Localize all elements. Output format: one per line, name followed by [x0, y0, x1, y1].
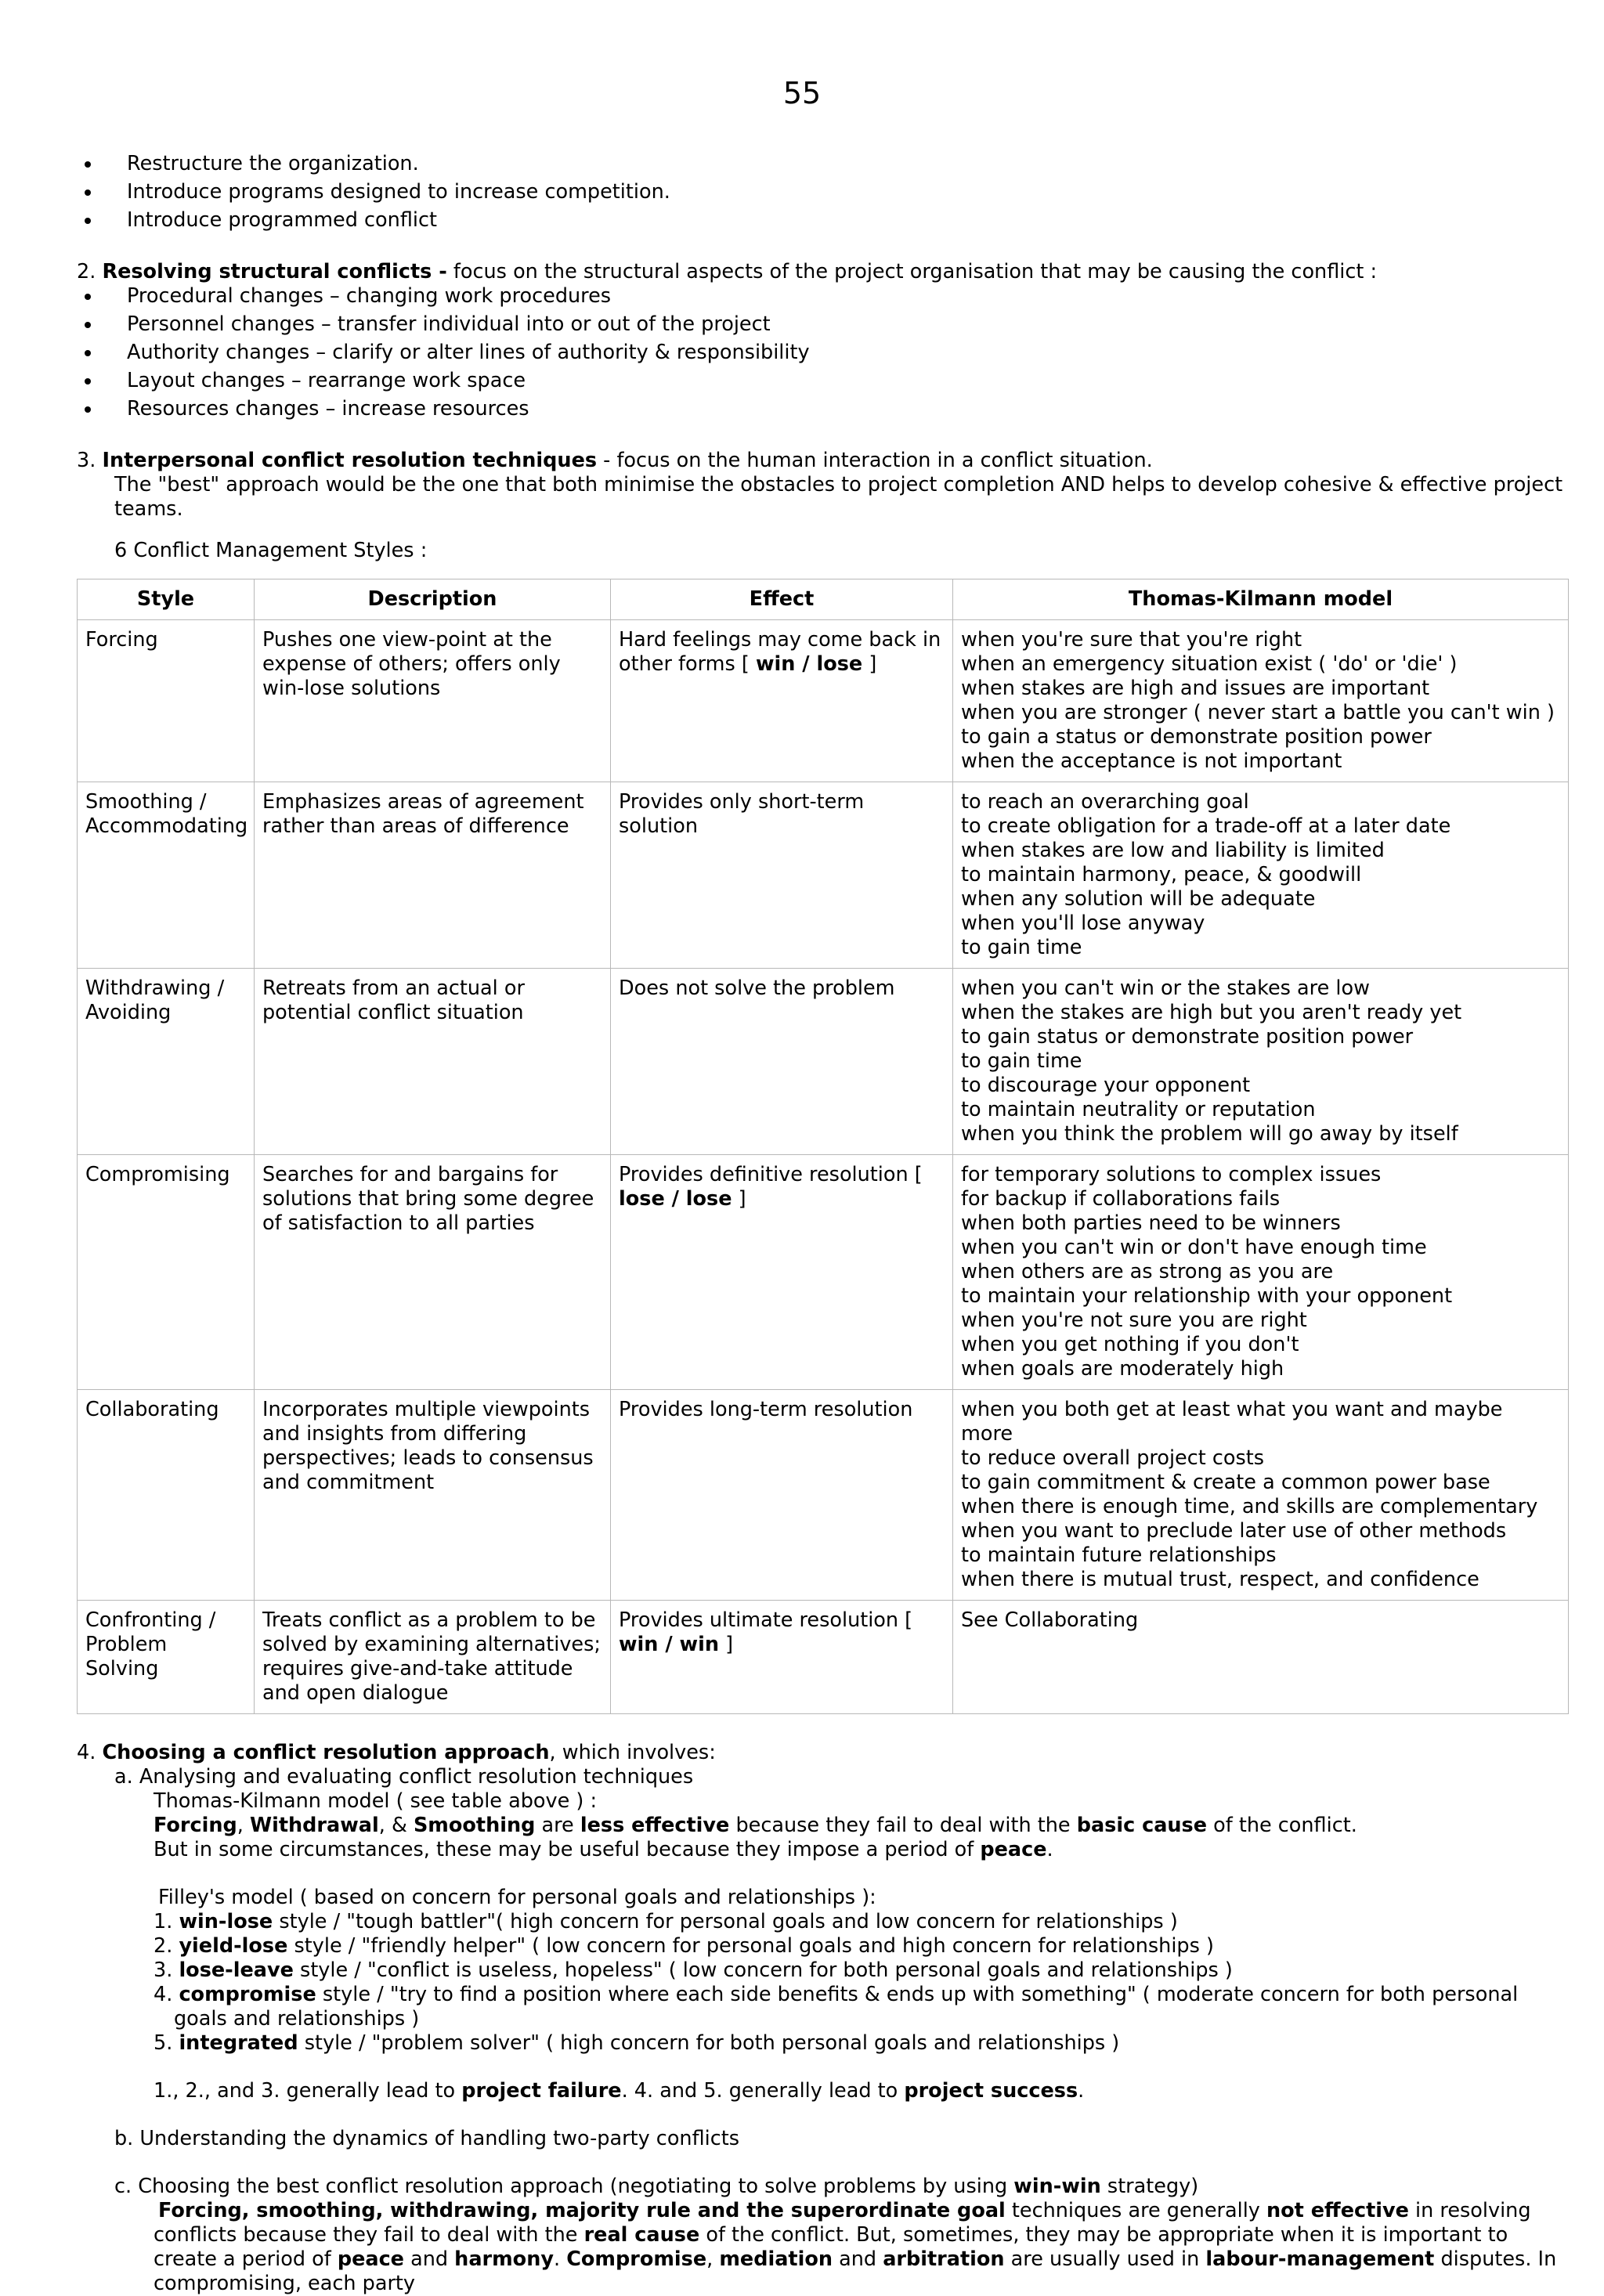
text: . [1046, 1838, 1053, 1861]
item-number: 2. [154, 1934, 179, 1958]
model-line: when the stakes are high but you aren't ready yet [961, 1001, 1462, 1024]
style-description: style / "tough battler"( high concern for personal goals and low concern for relationships ) [273, 1910, 1178, 1933]
list-item: Procedural changes – changing work procedures [77, 284, 1565, 309]
effect-outcome: win / win [619, 1633, 719, 1656]
style-cell: Smoothing / Accommodating [78, 782, 255, 969]
filley-summary [77, 2079, 1565, 2103]
list-item [77, 1983, 1565, 2031]
model-line: when stakes are high and issues are important [961, 677, 1430, 700]
model-line: when you get nothing if you don't [961, 1333, 1299, 1356]
model-line: when you both get at least what you want and maybe more [961, 1398, 1503, 1446]
text: , [237, 1814, 250, 1837]
section-4-heading [77, 1741, 1565, 1765]
model-line: to maintain your relationship with your opponent [961, 1284, 1453, 1308]
item-number: 5. [154, 2031, 179, 2055]
bold-term: Forcing [154, 1814, 237, 1837]
effect-cell [611, 969, 953, 1155]
style-name: yield-lose [179, 1934, 288, 1958]
model-line: when an emergency situation exist ( 'do' or 'die' ) [961, 652, 1458, 676]
model-line: when you can't win or the stakes are low [961, 977, 1370, 1000]
text: 1., 2., and 3. generally lead to [154, 2079, 462, 2103]
effect-text: ] [718, 1633, 734, 1656]
item-number: 4. [154, 1983, 179, 2006]
model-line: when you think the problem will go away by itself [961, 1122, 1458, 1146]
effect-text: ] [862, 652, 877, 676]
model-line: when you can't win or don't have enough time [961, 1236, 1427, 1259]
list-item: Authority changes – clarify or alter lines of authority & responsibility [77, 341, 1565, 365]
model-line: when you are stronger ( never start a battle you can't win ) [961, 701, 1555, 724]
styles-label: 6 Conflict Management Styles : [114, 539, 428, 562]
list-item: Restructure the organization. [77, 152, 1565, 176]
section-number: 2. [77, 260, 96, 283]
conflict-styles-table [77, 579, 1569, 1714]
model-line: for backup if collaborations fails [961, 1187, 1281, 1211]
model-line: to reduce overall project costs [961, 1446, 1265, 1470]
bold-term: win-win [1013, 2175, 1101, 2198]
model-line: to gain time [961, 1049, 1082, 1073]
bold-term: Withdrawal [249, 1814, 379, 1837]
text: But in some circumstances, these may be useful because they impose a period of [154, 1838, 981, 1861]
table-row [78, 1155, 1569, 1390]
bold-term: labour-management [1205, 2247, 1435, 2271]
table-row [78, 1601, 1569, 1714]
model-line: to maintain harmony, peace, & goodwill [961, 863, 1362, 886]
bold-term: less effective [580, 1814, 730, 1837]
model-line: when you're not sure you are right [961, 1309, 1307, 1332]
bold-term: arbitration [883, 2247, 1005, 2271]
column-header: Effect [611, 579, 953, 620]
style-description: style / "problem solver" ( high concern for both personal goals and relationships ) [298, 2031, 1120, 2055]
bold-term: project failure [461, 2079, 622, 2103]
text: of the conflict. [1207, 1814, 1357, 1837]
thomas-kilmann-line-1 [77, 1814, 1565, 1838]
model-line: to gain a status or demonstrate position power [961, 725, 1432, 749]
section-number: 4. [77, 1741, 96, 1764]
description-cell: Retreats from an actual or potential conflict situation [255, 969, 611, 1155]
model-line: when you're sure that you're right [961, 628, 1302, 652]
bold-term: Compromise [566, 2247, 707, 2271]
model-line: to maintain neutrality or reputation [961, 1098, 1316, 1121]
item-number: 3. [154, 1958, 179, 1982]
table-row [78, 969, 1569, 1155]
description-cell: Pushes one view-point at the expense of others; offers only win-lose solutions [255, 620, 611, 782]
model-cell [953, 782, 1569, 969]
thomas-kilmann-label: Thomas-Kilmann model ( see table above ) : [154, 1789, 598, 1813]
list-item [77, 1958, 1565, 1983]
effect-cell [611, 782, 953, 969]
text: are [535, 1814, 580, 1837]
text: and [833, 2247, 883, 2271]
section-text: focus on the structural aspects of the project organisation that may be causing the conflict : [446, 260, 1378, 283]
text: disputes. In compromising, each party [154, 2247, 1557, 2295]
text: . [1078, 2079, 1085, 2103]
model-line: to discourage your opponent [961, 1074, 1251, 1097]
style-name: compromise [179, 1983, 316, 2006]
subsection-a-label: a. Analysing and evaluating conflict resolution techniques [114, 1765, 694, 1789]
text: strategy) [1100, 2175, 1199, 2198]
bold-term: not effective [1266, 2199, 1409, 2222]
subsection-b-label: b. Understanding the dynamics of handling two-party conflicts [114, 2127, 740, 2150]
style-cell: Confronting / Problem Solving [78, 1601, 255, 1714]
bold-term: mediation [719, 2247, 833, 2271]
model-line: to create obligation for a trade-off at a later date [961, 814, 1451, 838]
list-item [77, 1934, 1565, 1958]
model-line: when goals are moderately high [961, 1357, 1284, 1381]
model-line: to maintain future relationships [961, 1543, 1277, 1567]
model-cell [953, 969, 1569, 1155]
effect-text: Provides ultimate resolution [ [619, 1608, 913, 1632]
section-3-heading [77, 449, 1565, 473]
style-description: style / "friendly helper" ( low concern for personal goals and high concern for relationships ) [287, 1934, 1214, 1958]
text: are usually used in [1004, 2247, 1206, 2271]
model-cell [953, 1601, 1569, 1714]
style-cell: Collaborating [78, 1390, 255, 1601]
model-line: when you want to preclude later use of other methods [961, 1519, 1507, 1543]
model-cell [953, 620, 1569, 782]
model-line: when stakes are low and liability is limited [961, 839, 1385, 862]
model-line: when there is mutual trust, respect, and confidence [961, 1568, 1479, 1591]
column-header: Style [78, 579, 255, 620]
bold-term: harmony [454, 2247, 554, 2271]
effect-text: Hard feelings may come back in other forms [ [619, 628, 941, 676]
effect-text: Provides only short-term solution [619, 790, 865, 838]
list-item: Personnel changes – transfer individual into or out of the project [77, 312, 1565, 337]
section-title: Resolving structural conflicts - [102, 260, 447, 283]
effect-text: ] [732, 1187, 746, 1211]
filley-list [77, 1910, 1565, 2056]
bold-term: peace [980, 1838, 1047, 1861]
model-cell [953, 1155, 1569, 1390]
list-item: Layout changes – rearrange work space [77, 369, 1565, 393]
column-header: Description [255, 579, 611, 620]
style-description: style / "try to find a position where each side benefits & ends up with something" ( moderate concern for both personal goals and relationships ) [174, 1983, 1519, 2031]
list-item: Introduce programmed conflict [77, 208, 1565, 233]
effect-cell [611, 620, 953, 782]
model-line: to gain time [961, 936, 1082, 959]
subsection-c-paragraph [77, 2199, 1563, 2296]
item-number: 1. [154, 1910, 179, 1933]
effect-cell [611, 1155, 953, 1390]
style-description: style / "conflict is useless, hopeless" ( low concern for both personal goals and relationships ) [293, 1958, 1233, 1982]
filley-label: Filley's model ( based on concern for personal goals and relationships ): [158, 1886, 876, 1909]
model-line: when the acceptance is not important [961, 749, 1342, 773]
text: of the conflict. But, sometimes, they may be appropriate when it is important to create a period of [154, 2223, 1508, 2271]
list-item: Introduce programs designed to increase competition. [77, 180, 1565, 204]
model-line: when you'll lose anyway [961, 912, 1205, 935]
effect-cell [611, 1390, 953, 1601]
document-body [77, 152, 1565, 2296]
table-row [78, 1390, 1569, 1601]
model-line: when there is enough time, and skills are complementary [961, 1495, 1538, 1518]
intro-bullet-list [77, 152, 1565, 233]
section-3-text: The "best" approach would be the one that both minimise the obstacles to project completion AND helps to develop cohesive & effective project teams. [114, 473, 1563, 521]
model-line: when any solution will be adequate [961, 887, 1316, 911]
effect-cell [611, 1601, 953, 1714]
section-2-heading [77, 260, 1565, 284]
model-line: to reach an overarching goal [961, 790, 1249, 814]
model-line: for temporary solutions to complex issues [961, 1163, 1382, 1186]
style-name: integrated [179, 2031, 298, 2055]
model-cell [953, 1390, 1569, 1601]
text: . [553, 2247, 567, 2271]
effect-outcome: win / lose [755, 652, 863, 676]
text: . 4. and 5. generally lead to [621, 2079, 905, 2103]
section-number: 3. [77, 449, 96, 472]
table-row [78, 620, 1569, 782]
style-cell: Compromising [78, 1155, 255, 1390]
list-item [77, 1910, 1565, 1934]
effect-text: Does not solve the problem [619, 977, 895, 1000]
list-item [77, 2031, 1565, 2056]
section-title: Interpersonal conflict resolution techniques [102, 449, 598, 472]
text: and [403, 2247, 455, 2271]
bold-term: peace [337, 2247, 404, 2271]
table-header-row [78, 579, 1569, 620]
style-name: win-lose [179, 1910, 273, 1933]
table-row [78, 782, 1569, 969]
text: c. Choosing the best conflict resolution approach (negotiating to solve problems by using [114, 2175, 1014, 2198]
bold-term: basic cause [1076, 1814, 1208, 1837]
style-cell: Withdrawing / Avoiding [78, 969, 255, 1155]
model-line: to gain status or demonstrate position power [961, 1025, 1414, 1049]
section-2-bullet-list [77, 284, 1565, 421]
bold-term: Forcing, smoothing, withdrawing, majority rule and the superordinate goal [158, 2199, 1006, 2222]
thomas-kilmann-line-2 [77, 1838, 1565, 1862]
model-line: See Collaborating [961, 1608, 1139, 1632]
effect-outcome: lose / lose [619, 1187, 732, 1211]
column-header: Thomas-Kilmann model [953, 579, 1569, 620]
description-cell: Emphasizes areas of agreement rather than areas of difference [255, 782, 611, 969]
text: in resolving conflicts because they fail to deal with the [154, 2199, 1531, 2247]
list-item: Resources changes – increase resources [77, 397, 1565, 421]
style-name: lose-leave [179, 1958, 294, 1982]
bold-term: real cause [583, 2223, 700, 2247]
text: techniques are generally [1005, 2199, 1266, 2222]
effect-text: Provides definitive resolution [ [619, 1163, 923, 1186]
style-cell: Forcing [78, 620, 255, 782]
section-text: - focus on the human interaction in a conflict situation. [597, 449, 1153, 472]
text: , [706, 2247, 720, 2271]
bold-term: project success [904, 2079, 1078, 2103]
section-title: Choosing a conflict resolution approach [102, 1741, 550, 1764]
description-cell: Searches for and bargains for solutions that bring some degree of satisfaction to all parties [255, 1155, 611, 1390]
description-cell: Incorporates multiple viewpoints and insights from differing perspectives; leads to consensus and commitment [255, 1390, 611, 1601]
text: because they fail to deal with the [729, 1814, 1077, 1837]
bold-term: Smoothing [413, 1814, 536, 1837]
model-line: when others are as strong as you are [961, 1260, 1334, 1283]
model-line: when both parties need to be winners [961, 1211, 1341, 1235]
section-text: , which involves: [549, 1741, 716, 1764]
text: , & [378, 1814, 414, 1837]
description-cell: Treats conflict as a problem to be solved by examining alternatives; requires give-and-take attitude and open dialogue [255, 1601, 611, 1714]
model-line: to gain commitment & create a common power base [961, 1471, 1490, 1494]
subsection-c-label [77, 2175, 1565, 2199]
effect-text: Provides long-term resolution [619, 1398, 913, 1421]
page-number: 55 [782, 76, 822, 110]
